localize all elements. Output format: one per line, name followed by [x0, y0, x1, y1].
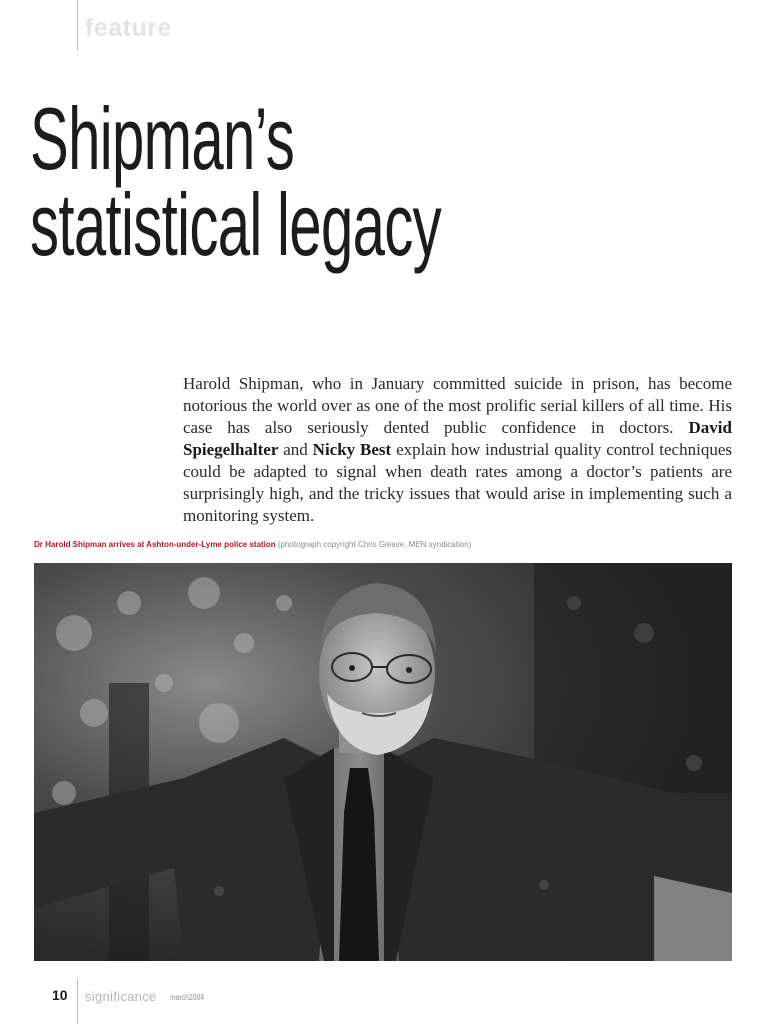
article-title: [30, 89, 441, 274]
title-line-1: Shipman’s: [30, 89, 295, 188]
standfirst: [183, 373, 732, 527]
photo-caption: [34, 540, 471, 549]
header-divider: [77, 0, 78, 50]
standfirst-text-2: explain how industrial quality control techniques could be adapted to signal when death rates among a doctor’s patients are surprisingly high, and the tricky issues that would arise in implementing such a monitoring system.: [183, 440, 732, 525]
caption-main: Dr Harold Shipman arrives at Ashton-under-Lyme police station: [34, 540, 276, 549]
author-nicky-best: Nicky Best: [312, 440, 392, 459]
standfirst-and: and: [278, 440, 313, 459]
author-david-spiegelhalter: David Spiegelhalter: [183, 418, 732, 459]
caption-credit: (photograph copyright Chris Gleave, MEN syndication): [275, 540, 472, 549]
issue-date: march2004: [170, 993, 205, 1002]
footer-divider: [77, 978, 78, 1024]
shipman-photograph: [34, 563, 732, 961]
standfirst-text-1: Harold Shipman, who in January committed suicide in prison, has become notorious the world over as one of the most prolific serial killers of all time. His case has also seriously dented public confidence in doctors.: [183, 374, 732, 437]
page-number: 10: [52, 987, 68, 1003]
section-label: feature: [85, 14, 172, 42]
title-line-2: statistical legacy: [30, 175, 441, 274]
magazine-name: significance: [85, 989, 157, 1004]
